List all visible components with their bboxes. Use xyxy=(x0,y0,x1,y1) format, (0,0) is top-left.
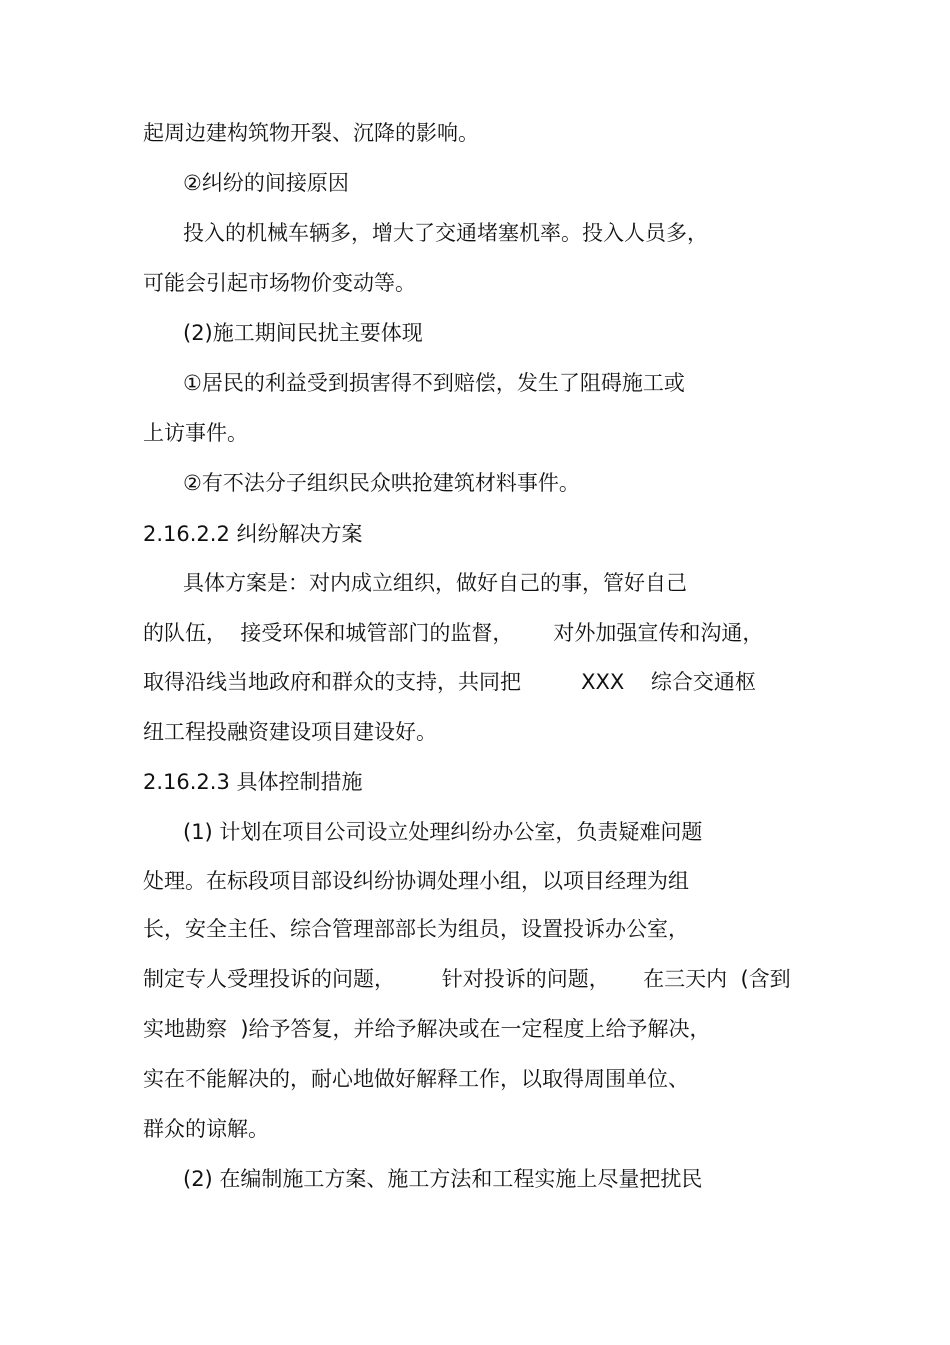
paragraph-line: 群众的谅解。 xyxy=(143,1117,269,1141)
section-heading: 2.16.2.2 纠纷解决方案 xyxy=(143,522,363,546)
paragraph-line: 可能会引起市场物价变动等。 xyxy=(143,271,416,295)
paragraph-line: 的队伍， 接受环保和城管部门的监督， 对外加强宣传和沟通， xyxy=(143,621,764,645)
paragraph-line: 实在不能解决的，耐心地做好解释工作，以取得周围单位、 xyxy=(143,1067,689,1091)
paragraph-line: 制定专人受理投诉的问题， 针对投诉的问题， 在三天内 (含到 xyxy=(143,967,791,991)
paragraph-line: ②有不法分子组织民众哄抢建筑材料事件。 xyxy=(183,471,580,495)
paragraph-line: 长，安全主任、综合管理部部长为组员，设置投诉办公室， xyxy=(143,917,689,941)
paragraph-line: 起周边建构筑物开裂、沉降的影响。 xyxy=(143,121,479,145)
section-heading: 2.16.2.3 具体控制措施 xyxy=(143,770,363,794)
paragraph-line: 实地勘察 )给予答复，并给予解决或在一定程度上给予解决， xyxy=(143,1017,711,1041)
paragraph-line: ①居民的利益受到损害得不到赔偿，发生了阻碍施工或 xyxy=(183,371,685,395)
paragraph-line: 投入的机械车辆多，增大了交通堵塞机率。投入人员多， xyxy=(183,221,708,245)
paragraph-line: 处理。在标段项目部设纠纷协调处理小组，以项目经理为组 xyxy=(143,869,689,893)
paragraph-line: (1) 计划在项目公司设立处理纠纷办公室，负责疑难问题 xyxy=(183,820,703,844)
paragraph-line: 纽工程投融资建设项目建设好。 xyxy=(143,720,437,744)
paragraph-line: 具体方案是：对内成立组织，做好自己的事，管好自己 xyxy=(183,571,687,595)
paragraph-line: 上访事件。 xyxy=(143,421,248,445)
subsection-heading: (2)施工期间民扰主要体现 xyxy=(183,321,423,345)
paragraph-line: ②纠纷的间接原因 xyxy=(183,171,349,195)
paragraph-line: (2) 在编制施工方案、施工方法和工程实施上尽量把扰民 xyxy=(183,1167,703,1191)
paragraph-line: 取得沿线当地政府和群众的支持，共同把 XXX 综合交通枢 xyxy=(143,670,756,694)
